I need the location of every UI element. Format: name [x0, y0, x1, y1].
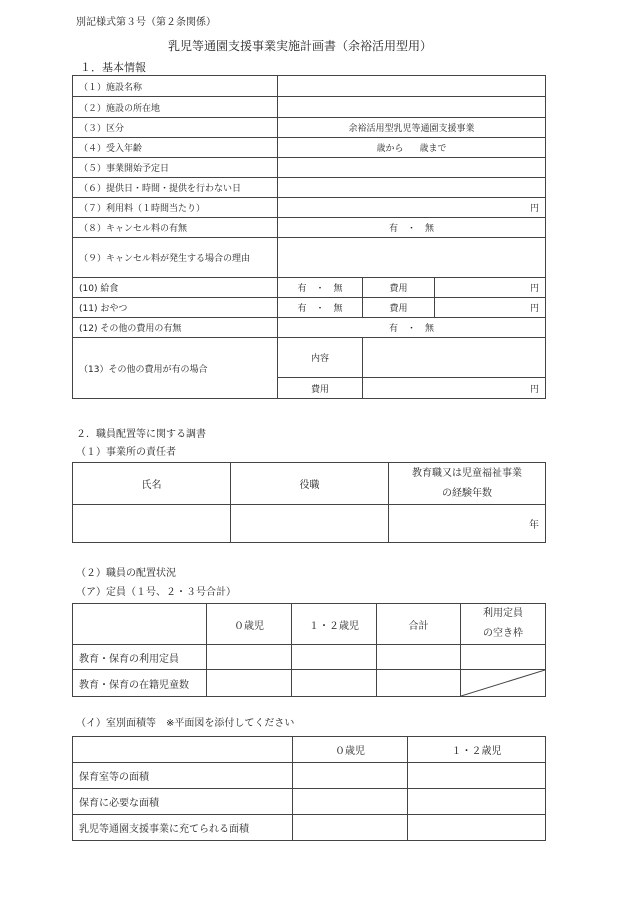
usage-fee-field[interactable] [278, 198, 546, 218]
room-row-nursery-area [73, 763, 546, 789]
header-age-1-2: １・２歳児 [292, 604, 377, 645]
room-corner [73, 737, 293, 763]
row-other-fees [73, 318, 546, 338]
room-row-allocated-area [73, 815, 546, 841]
required-area-age0-field[interactable] [293, 789, 408, 815]
label-required-area: 保育に必要な面積 [73, 789, 293, 815]
header-vacancy-line2: の空き枠 [483, 628, 523, 639]
age-to-text: 歳まで [419, 144, 447, 154]
cancel-reason-field[interactable] [278, 238, 546, 278]
yen-unit: 円 [530, 204, 540, 214]
staff-placement-heading: （２）職員の配置状況 [76, 568, 176, 579]
header-experience-line2: の経験年数 [442, 487, 492, 499]
header-position: 役職 [231, 463, 389, 505]
experience-field[interactable] [389, 505, 546, 543]
start-date-field[interactable] [278, 158, 546, 178]
room-row-required-area [73, 789, 546, 815]
nursery-area-age12-field[interactable] [408, 763, 546, 789]
facility-address-field[interactable] [278, 97, 546, 118]
row-service-days [73, 178, 546, 198]
other-cost-field[interactable] [363, 378, 546, 399]
capacity-corner [73, 604, 207, 645]
responsible-data-row [73, 505, 546, 543]
row-snack [73, 298, 546, 318]
label-facility-name: （１）施設名称 [73, 76, 278, 97]
label-start-date: （５）事業開始予定日 [73, 158, 278, 178]
age-from-text: 歳から [376, 144, 404, 154]
usage-age0-field[interactable] [207, 645, 292, 670]
capacity-table [72, 603, 546, 697]
enrolled-vacancy-na [461, 670, 546, 697]
usage-vacancy-field[interactable] [461, 645, 546, 670]
room-header-row [73, 737, 546, 763]
room-header-age-1-2: １・２歳児 [408, 737, 546, 763]
row-cancel-fee [73, 218, 546, 238]
label-usage-capacity: 教育・保育の利用定員 [73, 645, 207, 670]
label-service-days: （６）提供日・時間・提供を行わない日 [73, 178, 278, 198]
header-total: 合計 [377, 604, 461, 645]
label-snack: (11) おやつ [73, 298, 278, 318]
row-facility-name [73, 76, 546, 97]
snack-choice[interactable]: 有 ・ 無 [278, 298, 363, 318]
row-category [73, 118, 546, 138]
label-other-fees: (12) その他の費用の有無 [73, 318, 278, 338]
label-cancel-fee: （８）キャンセル料の有無 [73, 218, 278, 238]
nursery-area-age0-field[interactable] [293, 763, 408, 789]
responsible-person-heading: （１）事業所の責任者 [76, 447, 176, 458]
meal-cost-field[interactable] [435, 278, 546, 298]
basic-info-table [72, 75, 546, 399]
responsible-person-table [72, 462, 546, 543]
usage-total-field[interactable] [377, 645, 461, 670]
label-allocated-area: 乳児等通園支援事業に充てられる面積 [73, 815, 293, 841]
header-experience-line1: 教育職又は児童福祉事業 [412, 467, 522, 479]
snack-cost-field[interactable] [435, 298, 546, 318]
meal-cost-label: 費用 [363, 278, 435, 298]
yen-unit: 円 [530, 284, 540, 294]
age-range-field[interactable] [278, 138, 546, 158]
content-field[interactable] [363, 338, 546, 378]
capacity-row-enrolled [73, 670, 546, 697]
diagonal-strike [461, 670, 545, 696]
label-usage-fee: （７）利用料（１時間当たり） [73, 198, 278, 218]
content-label: 内容 [278, 338, 363, 378]
position-field[interactable] [231, 505, 389, 543]
responsible-header-row [73, 463, 546, 505]
row-cancel-reason [73, 238, 546, 278]
row-usage-fee [73, 198, 546, 218]
section-2-heading: ２．職員配置等に関する調書 [76, 429, 206, 440]
header-age-0: ０歳児 [207, 604, 292, 645]
row-meal [73, 278, 546, 298]
allocated-area-age12-field[interactable] [408, 815, 546, 841]
other-fees-choice[interactable]: 有 ・ 無 [278, 318, 546, 338]
snack-cost-label: 費用 [363, 298, 435, 318]
service-days-field[interactable] [278, 178, 546, 198]
header-vacancy-line1: 利用定員 [483, 608, 523, 619]
label-meal: (10) 給食 [73, 278, 278, 298]
allocated-area-age0-field[interactable] [293, 815, 408, 841]
other-cost-label: 費用 [278, 378, 363, 399]
header-experience [389, 463, 546, 505]
row-start-date [73, 158, 546, 178]
room-area-table [72, 736, 546, 841]
room-area-heading: （イ）室別面積等 ※平面図を添付してください [76, 718, 295, 729]
header-vacancy [461, 604, 546, 645]
facility-name-field[interactable] [278, 76, 546, 97]
category-value: 余裕活用型乳児等通園支援事業 [278, 118, 546, 138]
label-cancel-reason: （９）キャンセル料が発生する場合の理由 [73, 238, 278, 278]
row-other-fees-content [73, 338, 546, 378]
label-nursery-area: 保育室等の面積 [73, 763, 293, 789]
header-name: 氏名 [73, 463, 231, 505]
capacity-row-usage [73, 645, 546, 670]
year-unit: 年 [529, 520, 539, 531]
form-number: 別記様式第３号（第２条関係） [76, 17, 216, 28]
capacity-heading: （ア）定員（１号、２・３号合計） [76, 587, 236, 598]
row-facility-address [73, 97, 546, 118]
meal-choice[interactable]: 有 ・ 無 [278, 278, 363, 298]
yen-unit: 円 [530, 384, 540, 395]
enrolled-age0-field[interactable] [207, 670, 292, 697]
section-1-heading: １．基本情報 [80, 61, 146, 74]
page-title: 乳児等通園支援事業実施計画書（余裕活用型用） [168, 39, 433, 53]
label-facility-address: （２）施設の所在地 [73, 97, 278, 118]
usage-age12-field[interactable] [292, 645, 377, 670]
label-age-range: （４）受入年齢 [73, 138, 278, 158]
capacity-header-row [73, 604, 546, 645]
enrolled-age12-field[interactable] [292, 670, 377, 697]
name-field[interactable] [73, 505, 231, 543]
label-enrolled-count: 教育・保育の在籍児童数 [73, 670, 207, 697]
required-area-age12-field[interactable] [408, 789, 546, 815]
cancel-fee-choice[interactable]: 有 ・ 無 [278, 218, 546, 238]
yen-unit: 円 [530, 304, 540, 314]
enrolled-total-field[interactable] [377, 670, 461, 697]
label-other-fees-detail: （13）その他の費用が有の場合 [73, 338, 278, 399]
row-age-range [73, 138, 546, 158]
label-category: （３）区分 [73, 118, 278, 138]
room-header-age-0: ０歳児 [293, 737, 408, 763]
